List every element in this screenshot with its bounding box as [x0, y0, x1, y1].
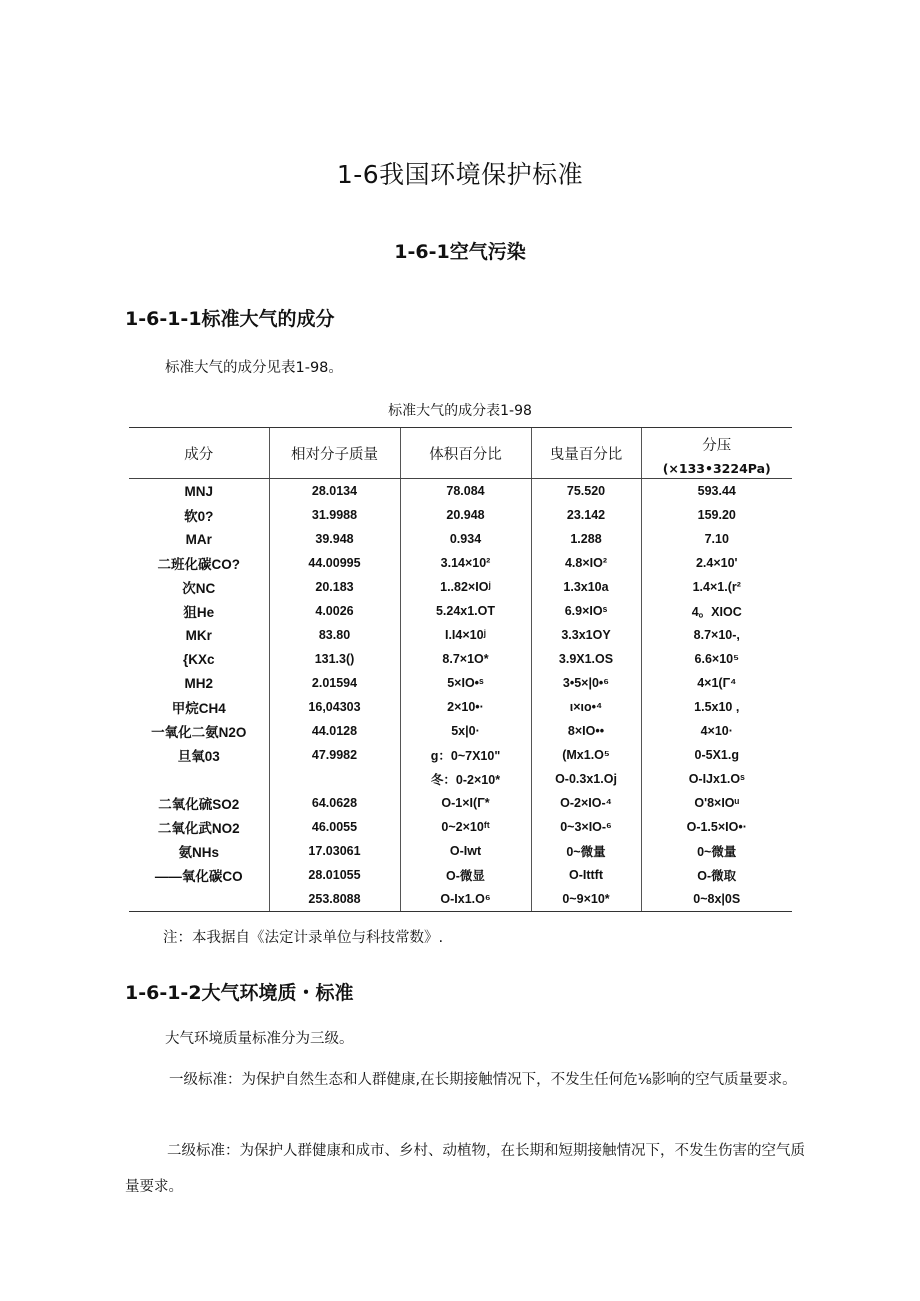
- table-cell: 5x|0·: [400, 719, 531, 743]
- table-cell: 0.934: [400, 527, 531, 551]
- table-cell: 78.084: [400, 479, 531, 504]
- table-cell: 氨NHs: [178, 845, 219, 860]
- table-cell: 6.9×IOˢ: [531, 599, 641, 623]
- table-cell: 28.01055: [269, 863, 400, 887]
- table-row: [129, 599, 792, 623]
- header-pressure-label: 分压: [702, 438, 732, 454]
- table-row: [129, 575, 792, 599]
- table-cell: 20.948: [400, 503, 531, 527]
- table-cell: 3.3x1OY: [531, 623, 641, 647]
- table-cell: 0~2×10ᶠᵗ: [400, 815, 531, 839]
- table-cell: 131.3(): [269, 647, 400, 671]
- table-cell: O-Iwt: [400, 839, 531, 863]
- table-cell: O-微显: [400, 863, 531, 887]
- table-note: 注：本我据自《法定计录单位与科技常数》.: [163, 930, 444, 946]
- table-row: [129, 503, 792, 527]
- table-cell: 5.24x1.OT: [400, 599, 531, 623]
- table-cell: ι×ιo•⁴: [531, 695, 641, 719]
- table-cell: O-Ittft: [531, 863, 641, 887]
- table-cell: 4.8×IO²: [531, 551, 641, 575]
- table-row: [129, 719, 792, 743]
- table-cell: 1.3x10a: [531, 575, 641, 599]
- table-cell: 二氧化硫SO2: [158, 797, 240, 812]
- table-cell: ——氧化碳CO: [154, 869, 243, 884]
- table-cell: 83.80: [269, 623, 400, 647]
- table-row: [129, 839, 792, 863]
- table-cell: 17.03061: [269, 839, 400, 863]
- table-cell: 64.0628: [269, 791, 400, 815]
- table-cell: {KXc: [182, 651, 215, 667]
- table-row: [129, 647, 792, 671]
- table-cell: 4×10·: [641, 719, 792, 743]
- table-cell: 23.142: [531, 503, 641, 527]
- table-row: [129, 863, 792, 887]
- table-cell: O-1.5×IO•·: [641, 815, 792, 839]
- table-cell: 8.7×10-,: [641, 623, 792, 647]
- table-cell: O-微取: [641, 863, 792, 887]
- table-cell: MKr: [185, 627, 212, 643]
- table-row: [129, 887, 792, 912]
- table-body: [129, 479, 792, 912]
- table-cell: 159.20: [641, 503, 792, 527]
- table-cell: O-IJx1.Oˢ: [641, 767, 792, 791]
- table-row: [129, 671, 792, 695]
- table-cell: O'8×IOᵘ: [641, 791, 792, 815]
- table-cell: 44.0128: [269, 719, 400, 743]
- header-component: 成分: [129, 428, 269, 479]
- table-cell: 6.6×10⁵: [641, 647, 792, 671]
- table-cell: [269, 767, 400, 791]
- table-cell: 0~9×10*: [531, 887, 641, 912]
- table-cell: 1.4×1.(r²: [641, 575, 792, 599]
- section-heading: 1-6-1空气污染: [394, 241, 526, 263]
- table-cell: 46.0055: [269, 815, 400, 839]
- header-molecular-mass: 相对分子质量: [269, 428, 400, 479]
- table-cell: 3.14×10²: [400, 551, 531, 575]
- table-cell: g：0~7X10": [400, 743, 531, 767]
- table-cell: 旦氧03: [177, 749, 220, 764]
- table-cell: MNJ: [184, 483, 213, 499]
- table-cell: 47.9982: [269, 743, 400, 767]
- table-cell: 4.0026: [269, 599, 400, 623]
- table-cell: 狙He: [183, 605, 215, 620]
- table-cell: 0~微量: [641, 839, 792, 863]
- table-row: [129, 767, 792, 791]
- table-row: [129, 695, 792, 719]
- table-cell: 20.183: [269, 575, 400, 599]
- table-cell: 次NC: [182, 581, 216, 596]
- table-cell: 4。XIOC: [641, 599, 792, 623]
- table-cell: MH2: [184, 675, 213, 691]
- table-cell: 39.948: [269, 527, 400, 551]
- table-cell: 8.7×1O*: [400, 647, 531, 671]
- table-row: [129, 791, 792, 815]
- table-cell: 一氧化二氨N2O: [151, 725, 247, 740]
- table-cell: 16,04303: [269, 695, 400, 719]
- table-row: [129, 623, 792, 647]
- table-cell: 3•5×|0•⁶: [531, 671, 641, 695]
- table-cell: 0~3×IO-⁶: [531, 815, 641, 839]
- table-caption: 标准大气的成分表1-98: [388, 403, 532, 419]
- table-cell: 7.10: [641, 527, 792, 551]
- table-cell: 0~8x|0S: [641, 887, 792, 912]
- table-cell: [129, 887, 269, 912]
- table-cell: 44.00995: [269, 551, 400, 575]
- table-row: [129, 479, 792, 504]
- table-cell: O-1×I(Γ*: [400, 791, 531, 815]
- table-cell: O-Ix1.O⁶: [400, 887, 531, 912]
- table-cell: 2×10•·: [400, 695, 531, 719]
- header-partial-pressure: [641, 428, 792, 479]
- subsection-heading-1: 1-6-1-1标准大气的成分: [125, 308, 335, 330]
- table-cell: 0~微量: [531, 839, 641, 863]
- table-cell: I.I4×10ʲ: [400, 623, 531, 647]
- table-header-row: [129, 428, 792, 479]
- table-cell: [129, 767, 269, 791]
- header-mass-percent: 曳量百分比: [531, 428, 641, 479]
- table-cell: 二班化碳CO?: [157, 557, 240, 572]
- table-cell: O-2×IO-⁴: [531, 791, 641, 815]
- composition-table: [129, 427, 792, 912]
- table-cell: 1..82×IOʲ: [400, 575, 531, 599]
- table-cell: 1.5x10 ,: [641, 695, 792, 719]
- table-cell: 5×IO•ˢ: [400, 671, 531, 695]
- table-cell: 1.288: [531, 527, 641, 551]
- table-cell: O-0.3x1.Oj: [531, 767, 641, 791]
- table-cell: 0-5X1.g: [641, 743, 792, 767]
- page-title: 1-6我国环境保护标准: [336, 160, 584, 189]
- table-cell: 3.9X1.OS: [531, 647, 641, 671]
- table-cell: 31.9988: [269, 503, 400, 527]
- table-cell: 4×1(Γ⁴: [641, 671, 792, 695]
- table-cell: (Mx1.O⁵: [531, 743, 641, 767]
- paragraph-2: 一级标准：为保护自然生态和人群健康,在长期接触情况下，不发生任何危⅛影响的空气质量要求。: [169, 1072, 797, 1088]
- table-cell: 2.4×10': [641, 551, 792, 575]
- table-row: [129, 815, 792, 839]
- table-cell: 二氧化武NO2: [157, 821, 240, 836]
- table-cell: 593.44: [641, 479, 792, 504]
- header-pressure-unit: (×133•3224Pa): [662, 461, 771, 476]
- intro-text: 标准大气的成分见表1-98。: [165, 360, 343, 376]
- table-cell: 253.8088: [269, 887, 400, 912]
- table-cell: 软0?: [184, 509, 214, 524]
- paragraph-1: 大气环境质量标准分为三级。: [165, 1031, 354, 1047]
- table-cell: 75.520: [531, 479, 641, 504]
- table-cell: 8×IO••: [531, 719, 641, 743]
- table-cell: 冬：0-2×10*: [400, 767, 531, 791]
- header-volume-percent: 体积百分比: [400, 428, 531, 479]
- table-cell: 2.01594: [269, 671, 400, 695]
- table-row: [129, 743, 792, 767]
- subsection-heading-2: 1-6-1-2大气环境质・标准: [125, 982, 354, 1004]
- table-cell: MAr: [185, 531, 212, 547]
- table-row: [129, 551, 792, 575]
- table-cell: 甲烷CH4: [171, 701, 226, 716]
- table-cell: 28.0134: [269, 479, 400, 504]
- paragraph-3: 二级标准：为保护人群健康和成市、乡村、动植物，在长期和短期接触情况下，不发生伤害的空气质量要求。: [125, 1143, 805, 1195]
- table-row: [129, 527, 792, 551]
